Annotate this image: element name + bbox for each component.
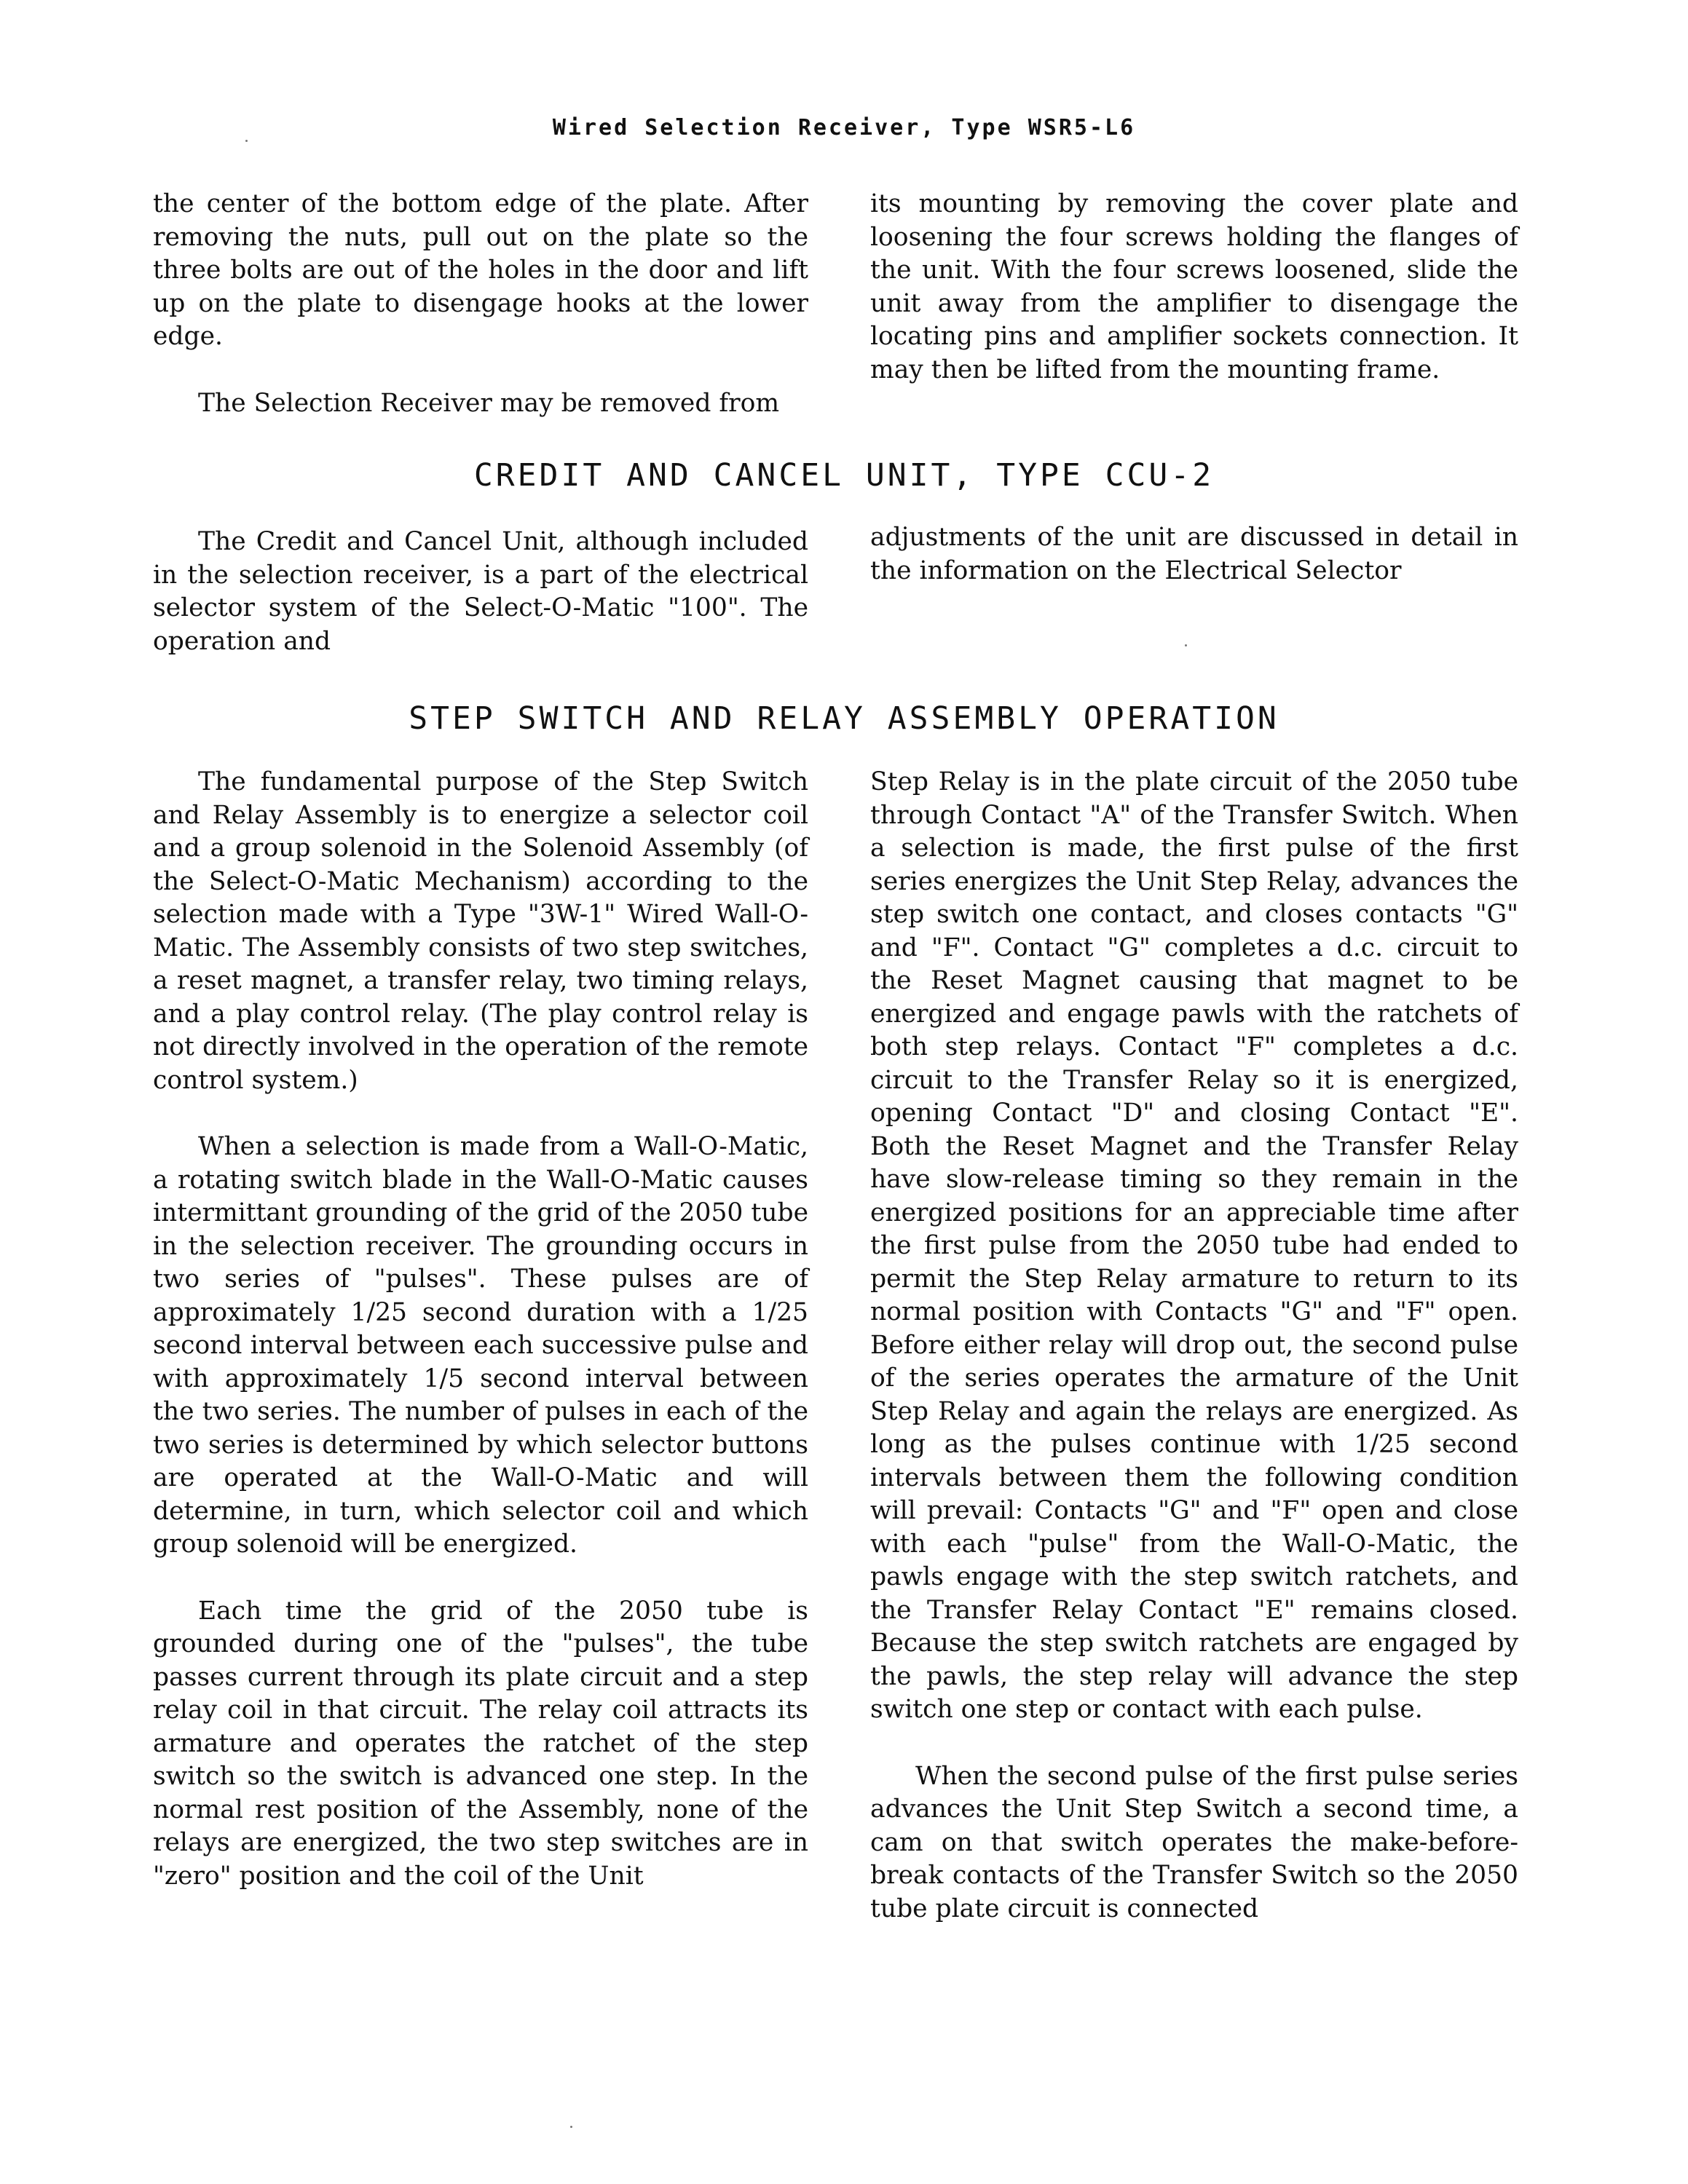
paragraph: The Credit and Cancel Unit, although included in the selection receiver, is a part of the electrical selector system of the Select-O-Matic "100". The operation and	[153, 527, 808, 656]
paragraph: adjustments of the unit are discussed in detail in the information on the Electrical Selector	[870, 523, 1518, 585]
intro-left-column	[153, 188, 808, 420]
paragraph: When a selection is made from a Wall-O-Matic, a rotating switch blade in the Wall-O-Matic causes intermittant grounding of the grid of the 2050 tube in the selection receiver. The grounding occurs in two series of "pulses". These pulses are of approximately 1/25 second duration with a 1/25 second interval between each successive pulse and with approximately 1/5 second interval between the two series. The number of pulses in each of the two series is determined by which selector buttons are operated at the Wall-O-Matic and will determine, in turn, which selector coil and which group solenoid will be energized.	[153, 1132, 808, 1559]
section-heading-credit-cancel: CREDIT AND CANCEL UNIT, TYPE CCU-2	[473, 457, 1215, 494]
scan-speck	[245, 140, 248, 142]
credit-left-column	[153, 526, 808, 658]
paragraph: The fundamental purpose of the Step Switch and Relay Assembly is to energize a selector coil and a group solenoid in the Solenoid Assembly (of the Select-O-Matic Mechanism) according to the selection made with a Type "3W-1" Wired Wall-O-Matic. The Assembly consists of two step switches, a reset magnet, a transfer relay, two timing relays, and a play control relay. (The play control relay is not directly involved in the operation of the remote control system.)	[153, 767, 808, 1095]
section-heading-step-switch: STEP SWITCH AND RELAY ASSEMBLY OPERATION	[409, 700, 1279, 737]
credit-right-column	[870, 521, 1518, 587]
step-left-column	[153, 766, 808, 1893]
scan-speck	[1185, 644, 1187, 646]
intro-right-column	[870, 188, 1518, 387]
paragraph: When the second pulse of the first pulse series advances the Unit Step Switch a second time, a cam on that switch operates the make-before-break contacts of the Transfer Switch so the 2050 tube plate circuit is connected	[870, 1761, 1518, 1923]
paragraph: Step Relay is in the plate circuit of the 2050 tube through Contact "A" of the Transfer Switch. When a selection is made, the first pulse of the first series energizes the Unit Step Relay, advances the step switch one contact, and closes contacts "G" and "F". Contact "G" completes a d.c. circuit to the Reset Magnet causing that magnet to be energized and engage pawls with the ratchets of both step relays. Contact "F" completes a d.c. circuit to the Transfer Relay so it is energized, opening Contact "D" and closing Contact "E". Both the Reset Magnet and the Transfer Relay have slow-release timing so they remain in the energized positions for an appreciable time after the first pulse from the 2050 tube had ended to permit the Step Relay armature to return to its normal position with Contacts "G" and "F" open. Before either relay will drop out, the second pulse of the series operates the armature of the Unit Step Relay and again the relays are energized. As long as the pulses continue with 1/25 second intervals between them the following condition will prevail: Contacts "G" and "F" open and close with each "pulse" from the Wall-O-Matic, the pawls engage with the step switch ratchets, and the Transfer Relay Contact "E" remains closed. Because the step switch ratchets are engaged by the pawls, the step relay will advance the step switch one step or contact with each pulse.	[870, 767, 1518, 1724]
paragraph: its mounting by removing the cover plate and loosening the four screws holding the flanges of the unit. With the four screws loosened, slide the unit away from the amplifier to disengage the locating pins and amplifier sockets connection. It may then be lifted from the mounting frame.	[870, 189, 1518, 384]
paragraph: Each time the grid of the 2050 tube is grounded during one of the "pulses", the tube passes current through its plate circuit and a step relay coil in that circuit. The relay coil attracts its armature and operates the ratchet of the step switch so the switch is advanced one step. In the normal rest position of the Assembly, none of the relays are energized, the two step switches are in "zero" position and the coil of the Unit	[153, 1596, 808, 1891]
paragraph: The Selection Receiver may be removed from	[198, 388, 780, 418]
running-header: Wired Selection Receiver, Type WSR5-L6	[552, 115, 1136, 141]
paragraph: the center of the bottom edge of the plate. After removing the nuts, pull out on the plate so the three bolts are out of the holes in the door and lift up on the plate to disengage hooks at the lower edge.	[153, 189, 808, 351]
scan-speck	[570, 2126, 572, 2128]
step-right-column	[870, 766, 1518, 1926]
